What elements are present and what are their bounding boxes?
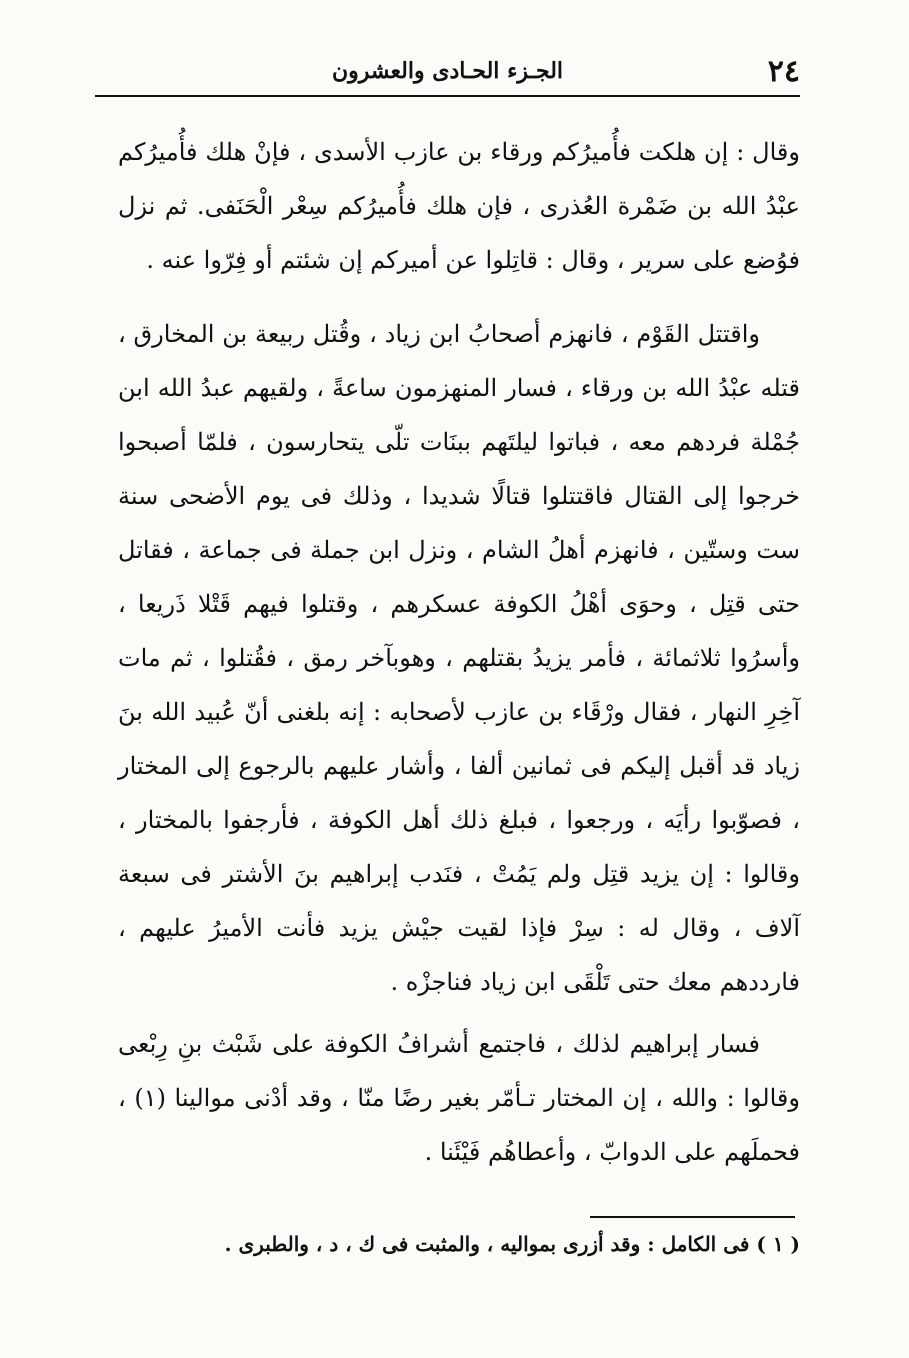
body-text xyxy=(118,125,800,1179)
page-number: ٢٤ xyxy=(767,54,800,89)
paragraph-2: واقتتل القَوْم ، فانهزم أصحابُ ابن زياد ، وقُتل ربيعة بن المخارق ، قتله عبْدُ الله بن ورقاء ، فسار المنهزمون ساعةً ، ولقيهم عبدُ الله ابن جُمْلة فردهم معه ، فباتوا ليلتَهم ببنَات تلّى يتحارسون ، فلمّا أصبحوا خرجوا إلى القتال فاقتتلوا قتالًا شديدا ، وذلك فى يوم الأضحى سنة ست وستّين ، فانهزم أهلُ الشام ، ونزل ابن جملة فى جماعة ، فقاتل حتى قتِل ، وحوَى أهْلُ الكوفة عسكرهم ، وقتلوا فيهم قَتْلا ذَريعا ، وأسرُوا ثلاثمائة ، فأمر يزيدُ بقتلهم ، وهوبآخر رمق ، فقُتلوا ، ثم مات آخِرِ النهار ، فقال ورْقَاء بن عازب لأصحابه : إنه بلغنى أنّ عُبيد الله بنَ زياد قد أقبل إليكم فى ثمانين ألفا ، وأشار عليهم بالرجوع إلى المختار ، فصوّبوا رأيَه ، ورجعوا ، فبلغ ذلك أهل الكوفة ، فأرجفوا بالمختار ، وقالوا : إن يزيد قتِل ولم يَمُتْ ، فنَدب إبراهيم بنَ الأشتر فى سبعة آلاف ، وقال له : سِرْ فإذا لقيت جيْش يزيد فأنت الأميرُ عليهم ، فارددهم معك حتى تَلْقَى ابن زياد فناجزْه . xyxy=(118,320,800,996)
header-rule xyxy=(95,95,800,97)
footnote-rule xyxy=(590,1216,795,1218)
running-title: الجـزء الحـادى والعشرون xyxy=(331,58,564,84)
paragraph-1: وقال : إن هلكت فأُميرُكم ورقاء بن عازب الأسدى ، فإنْ هلك فأُميرُكم عبْدُ الله بن ضَمْرة العُذرى ، فإن هلك فأُميرُكم سِعْر الْحَنَفى. ثم نزل فوُضع على سرير ، وقال : قاتِلوا عن أميركم إن شئتم أو فِرّوا عنه . xyxy=(118,138,800,274)
footnote: ( ١ ) فى الكامل : وقد أزرى بمواليه ، والمثبت فى ك ، د ، والطبرى . xyxy=(224,1232,800,1256)
paragraph-3: فسار إبراهيم لذلك ، فاجتمع أشرافُ الكوفة على شَبْث بنِ رِبْعى وقالوا : والله ، إن المختار تـأمّر بغير رضًا منّا ، وقد أدْنى موالينا (١) ، فحملَهم على الدوابّ ، وأعطاهُم فَيْئَنا . xyxy=(118,1030,800,1166)
page-header xyxy=(95,52,800,92)
